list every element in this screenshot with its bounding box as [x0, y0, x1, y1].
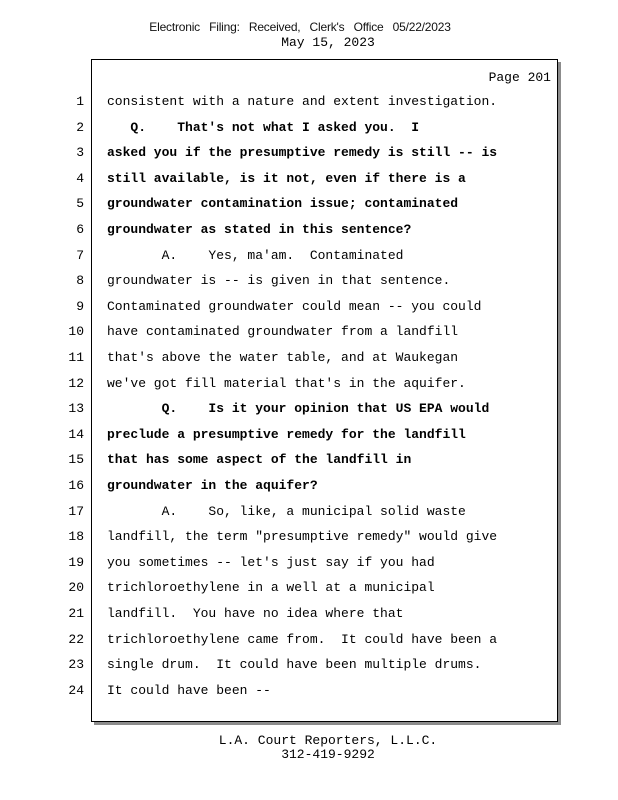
line-number: 23: [68, 657, 84, 672]
line-number: 18: [68, 529, 84, 544]
transcript-line: preclude a presumptive remedy for the landfill: [107, 427, 466, 442]
page-number: Page 201: [488, 70, 551, 85]
court-reporter-name: L.A. Court Reporters, L.L.C.: [218, 733, 438, 748]
line-number: 15: [68, 452, 84, 467]
transcript-line: Q. Is it your opinion that US EPA would: [107, 401, 490, 416]
transcript-line: groundwater contamination issue; contaminated: [107, 196, 459, 211]
transcript-line: A. Yes, ma'am. Contaminated: [107, 248, 404, 263]
line-number: 13: [68, 401, 84, 416]
transcript-line: asked you if the presumptive remedy is still -- is: [107, 145, 498, 160]
line-number: 9: [76, 299, 84, 314]
line-number: 17: [68, 504, 84, 519]
transcript-line: trichloroethylene in a well at a municipal: [107, 580, 435, 595]
line-number: 11: [68, 350, 84, 365]
line-number: 16: [68, 478, 84, 493]
line-number: 7: [76, 248, 84, 263]
transcript-line: still available, is it not, even if there is a: [107, 171, 466, 186]
line-number: 20: [68, 580, 84, 595]
transcript-line: landfill, the term "presumptive remedy" would give: [107, 529, 498, 544]
line-number: 6: [76, 222, 84, 237]
transcript-line: A. So, like, a municipal solid waste: [107, 504, 466, 519]
line-number: 1: [76, 94, 84, 109]
transcript-line: groundwater is -- is given in that sentence.: [107, 273, 451, 288]
transcript-line: that has some aspect of the landfill in: [107, 452, 412, 467]
transcript-line: have contaminated groundwater from a landfill: [107, 324, 459, 339]
transcript-line: we've got fill material that's in the aquifer.: [107, 376, 466, 391]
transcript-line: single drum. It could have been multiple drums.: [107, 657, 482, 672]
transcript-date: May 15, 2023: [281, 35, 375, 50]
line-number: 19: [68, 555, 84, 570]
line-number: 10: [68, 324, 84, 339]
line-number: 22: [68, 632, 84, 647]
transcript-line: you sometimes -- let's just say if you had: [107, 555, 435, 570]
transcript-line: trichloroethylene came from. It could have been a: [107, 632, 498, 647]
court-reporter-phone: 312-419-9292: [281, 747, 375, 762]
line-number: 2: [76, 120, 84, 135]
transcript-line: groundwater in the aquifer?: [107, 478, 318, 493]
transcript-line: that's above the water table, and at Waukegan: [107, 350, 459, 365]
transcript-line: groundwater as stated in this sentence?: [107, 222, 412, 237]
transcript-line: Q. That's not what I asked you. I: [107, 120, 420, 135]
transcript-line: It could have been --: [107, 683, 271, 698]
line-number: 4: [76, 171, 84, 186]
line-number: 8: [76, 273, 84, 288]
transcript-line: landfill. You have no idea where that: [107, 606, 404, 621]
line-number: 14: [68, 427, 84, 442]
transcript-line: Contaminated groundwater could mean -- you could: [107, 299, 482, 314]
line-number: 12: [68, 376, 84, 391]
filing-stamp: Electronic Filing: Received, Clerk's Office 05/22/2023: [149, 20, 451, 34]
line-number: 3: [76, 145, 84, 160]
line-number: 24: [68, 683, 84, 698]
line-number: 21: [68, 606, 84, 621]
transcript-line: consistent with a nature and extent investigation.: [107, 94, 498, 109]
line-number: 5: [76, 196, 84, 211]
